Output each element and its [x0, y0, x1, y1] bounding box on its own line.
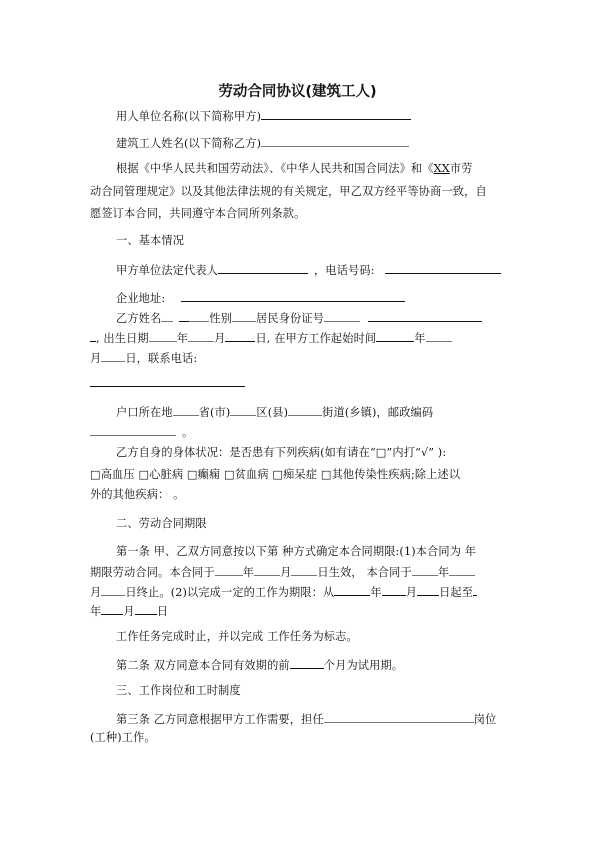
gender-blank[interactable]: [232, 310, 256, 322]
year-unit: 年: [242, 566, 255, 579]
month-unit: 月: [123, 605, 135, 618]
district-blank[interactable]: [230, 404, 256, 416]
party-b-blank[interactable]: [261, 135, 409, 147]
section-3-heading: 三、工作岗位和工时制度: [116, 684, 241, 697]
street-blank[interactable]: [288, 404, 322, 416]
postcode-blank[interactable]: [90, 424, 176, 436]
year-unit: 年: [437, 566, 450, 579]
contact-phone-blank[interactable]: [90, 386, 245, 387]
birth-year-unit: 年: [176, 332, 189, 345]
day-unit: 日: [156, 605, 169, 618]
health-line-1: 乙方自身的身体状况：是否患有下列疾病(如有请在“□”内打“√” ):: [116, 446, 447, 459]
address-line: [116, 290, 405, 306]
birth-month-blank[interactable]: [188, 330, 214, 342]
household-label: 户口所在地: [116, 406, 173, 419]
effective-year-blank[interactable]: [215, 564, 243, 576]
work-month-unit: 月: [90, 352, 102, 365]
art3-text-b: 岗位: [473, 713, 497, 726]
art2-text-a: 第二条 双方同意本合同有效期的前: [116, 659, 290, 672]
art1-text-3c: 日起至: [439, 586, 474, 599]
phone-blank[interactable]: [385, 262, 501, 274]
id-label: 居民身份证号: [256, 312, 325, 325]
household-line: [116, 404, 433, 420]
b-info-line-1: [116, 310, 482, 326]
postcode-period: 。: [182, 426, 194, 439]
art1-text-2a: 期限劳动合同。本合同于: [90, 566, 215, 579]
position-blank[interactable]: [324, 711, 474, 723]
gender-label: 性别: [209, 312, 233, 325]
art1-text-3b: 日终止。(2)以完成一定的工作为期限：从: [125, 586, 335, 599]
b-name-blank[interactable]: [179, 310, 189, 322]
phone-label: ，电话号码:: [314, 264, 375, 277]
probation-months-blank[interactable]: [290, 657, 324, 669]
health-line-3: 外的其他疾病： 。: [90, 488, 185, 501]
contact-label: 日，联系电话:: [125, 352, 198, 365]
task-end-day-blank[interactable]: [135, 603, 157, 615]
birth-year-blank[interactable]: [149, 330, 177, 342]
party-b-line: [116, 135, 409, 151]
task-end-month-blank[interactable]: [101, 603, 123, 615]
party-a-blank[interactable]: [261, 108, 411, 120]
art1-text-2b: 日生效， 本合同于: [317, 566, 412, 579]
rep-line: [116, 262, 501, 278]
task-complete-line: 工作任务完成时止，并以完成 工作任务为标志。: [116, 630, 358, 643]
section-2-heading: 二、劳动合同期限: [116, 517, 207, 530]
article-3-line-1: [116, 711, 496, 727]
month-unit: 月: [90, 586, 102, 599]
month-unit: 月: [280, 566, 292, 579]
effective-day-blank[interactable]: [291, 564, 317, 576]
party-a-label: 用人单位名称(以下简称甲方): [116, 110, 262, 123]
art3-text-a: 第三条 乙方同意根据甲方工作需要，担任: [116, 713, 324, 726]
end-year-blank[interactable]: [412, 564, 438, 576]
task-start-year-blank[interactable]: [334, 584, 370, 596]
article-1-line-4: [90, 603, 168, 619]
postcode-line: [90, 424, 193, 440]
work-year-unit: 年: [414, 332, 426, 345]
article-1-line-3: [90, 584, 477, 600]
address-blank[interactable]: [181, 290, 405, 302]
address-label: 企业地址:: [116, 292, 166, 305]
task-start-day-blank[interactable]: [417, 584, 439, 596]
province-label: 省(市): [198, 406, 231, 419]
art2-text-b: 个月为试用期。: [323, 659, 404, 672]
preamble-line-2: 动合同管理规定》以及其他法律法规的有关规定，甲乙双方经平等协商一致，自: [90, 185, 487, 198]
work-year-blank[interactable]: [376, 330, 414, 342]
work-start-label: 日, 在甲方工作起始时间: [255, 332, 377, 345]
street-label: 街道(乡镇)，邮政编码: [322, 406, 434, 419]
section-1-heading: 一、基本情况: [116, 234, 185, 247]
article-1-line-1: 第一条 甲、乙双方同意按以下第 种方式确定本合同期限:(1)本合同为 年: [116, 545, 477, 558]
preamble-xx: XX: [433, 162, 450, 175]
b-name-label: 乙方姓名: [116, 312, 162, 325]
rep-blank[interactable]: [218, 262, 308, 274]
end-day-blank[interactable]: [101, 584, 125, 596]
rep-label: 甲方单位法定代表人: [116, 264, 219, 277]
month-unit: 月: [405, 586, 418, 599]
effective-month-blank[interactable]: [254, 564, 280, 576]
party-a-line: [116, 108, 411, 124]
task-start-month-blank[interactable]: [382, 584, 406, 596]
article-3-line-2: (工种)工作。: [90, 731, 156, 744]
b-info-line-3: [90, 350, 197, 366]
health-line-2: □高血压 □心脏病 □癫痫 □贫血病 □痴呆症 □其他传染性疾病;除上述以: [90, 468, 461, 481]
province-blank[interactable]: [173, 404, 199, 416]
b-info-line-2: [90, 330, 452, 346]
preamble-line-3: 愿签订本合同，共同遵守本合同所列条款。: [90, 207, 306, 220]
preamble-line-1: [116, 162, 473, 176]
document-title: 劳动合同协议(建筑工人): [218, 84, 377, 100]
birth-month-unit: 月: [214, 332, 226, 345]
birth-day-blank[interactable]: [225, 330, 255, 342]
party-b-label: 建筑工人姓名(以下简称乙方): [116, 137, 262, 150]
birth-label: , 出生日期: [96, 332, 149, 345]
year-unit: 年: [90, 605, 102, 618]
year-unit: 年: [370, 586, 382, 599]
article-1-line-2: [90, 564, 475, 580]
preamble-text-1b: 市劳: [449, 162, 473, 175]
id-blank[interactable]: [368, 310, 482, 322]
article-2-line: [116, 657, 403, 673]
work-day-blank[interactable]: [101, 350, 125, 362]
preamble-text-1a: 根据《中华人民共和国劳动法》、《中华人民共和国合同法》和《: [116, 162, 434, 175]
district-label: 区(县): [256, 406, 289, 419]
